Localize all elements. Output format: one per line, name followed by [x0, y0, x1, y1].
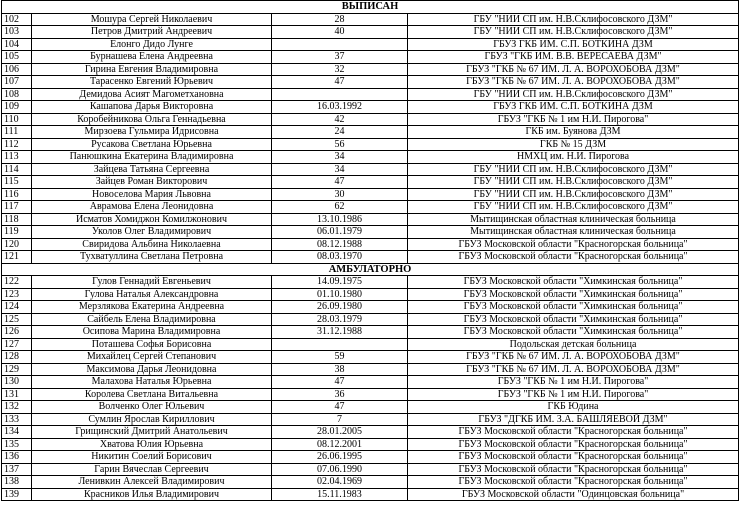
- row-number: 127: [2, 338, 32, 351]
- hospital-name: ГБУЗ Московской области "Химкинская больница": [408, 313, 739, 326]
- patient-name: Осипова Марина Владимировна: [32, 326, 272, 339]
- table-row: [2, 276, 739, 289]
- patient-age-or-birthdate: 59: [272, 351, 408, 364]
- table-row: [2, 413, 739, 426]
- patient-age-or-birthdate: 40: [272, 26, 408, 39]
- row-number: 123: [2, 288, 32, 301]
- patient-name: Кашапова Дарья Викторовна: [32, 101, 272, 114]
- patient-age-or-birthdate: 38: [272, 363, 408, 376]
- patient-age-or-birthdate: 34: [272, 163, 408, 176]
- row-number: 126: [2, 326, 32, 339]
- hospital-name: ГБУЗ "ГКБ № 1 им Н.И. Пирогова": [408, 113, 739, 126]
- patient-age-or-birthdate: 47: [272, 76, 408, 89]
- row-number: 112: [2, 138, 32, 151]
- hospital-name: ГКБ Юдина: [408, 401, 739, 414]
- patient-name: Уколов Олег Владимирович: [32, 226, 272, 239]
- row-number: 108: [2, 88, 32, 101]
- table-row: [2, 351, 739, 364]
- row-number: 109: [2, 101, 32, 114]
- section-title: АМБУЛАТОРНО: [2, 263, 739, 276]
- row-number: 117: [2, 201, 32, 214]
- hospital-name: ГБУЗ Московской области "Одинцовская больница": [408, 488, 739, 501]
- hospital-name: ГБУ "НИИ СП им. Н.В.Склифосовского ДЗМ": [408, 201, 739, 214]
- patient-age-or-birthdate: [272, 338, 408, 351]
- patient-name: Бурнашева Елена Андреевна: [32, 51, 272, 64]
- patient-age-or-birthdate: 24: [272, 126, 408, 139]
- patient-name: Малахова Наталья Юрьевна: [32, 376, 272, 389]
- row-number: 105: [2, 51, 32, 64]
- hospital-name: ГБУ "НИИ СП им. Н.В.Склифосовского ДЗМ": [408, 163, 739, 176]
- hospital-name: ГБУЗ ГКБ ИМ. С.П. БОТКИНА ДЗМ: [408, 101, 739, 114]
- patient-age-or-birthdate: 08.12.1988: [272, 238, 408, 251]
- row-number: 124: [2, 301, 32, 314]
- hospital-name: ГБУЗ Московской области "Красногорская больница": [408, 463, 739, 476]
- row-number: 119: [2, 226, 32, 239]
- patient-name: Сайбель Елена Владимировна: [32, 313, 272, 326]
- hospital-name: ГБУЗ Московской области "Красногорская больница": [408, 451, 739, 464]
- table-row: [2, 38, 739, 51]
- hospital-name: ГБУЗ Московской области "Химкинская больница": [408, 301, 739, 314]
- row-number: 128: [2, 351, 32, 364]
- hospital-name: Подольская детская больница: [408, 338, 739, 351]
- table-row: [2, 101, 739, 114]
- patient-name: Панюшкина Екатерина Владимировна: [32, 151, 272, 164]
- table-row: [2, 76, 739, 89]
- hospital-name: ГБУЗ Московской области "Химкинская больница": [408, 276, 739, 289]
- patient-name: Волченко Олег Юльевич: [32, 401, 272, 414]
- patient-age-or-birthdate: 08.12.2001: [272, 438, 408, 451]
- hospital-name: ГБУЗ "ГКБ № 67 ИМ. Л. А. ВОРОХОБОВА ДЗМ": [408, 63, 739, 76]
- hospital-name: Мытищинская областная клиническая больница: [408, 226, 739, 239]
- row-number: 134: [2, 426, 32, 439]
- row-number: 102: [2, 13, 32, 26]
- section-header-row: [2, 263, 739, 276]
- patient-name: Мирзоева Гульмира Идрисовна: [32, 126, 272, 139]
- patient-name: Зайцев Роман Викторович: [32, 176, 272, 189]
- patient-name: Поташева Софья Борисовна: [32, 338, 272, 351]
- patient-name: Свиридова Альбина Николаевна: [32, 238, 272, 251]
- patient-age-or-birthdate: 26.06.1995: [272, 451, 408, 464]
- table-row: [2, 201, 739, 214]
- patient-name: Исматов Хомиджон Комилжонович: [32, 213, 272, 226]
- table-row: [2, 326, 739, 339]
- patient-name: Грищинский Дмитрий Анатольевич: [32, 426, 272, 439]
- hospital-name: ГБУЗ "ДГКБ ИМ. З.А. БАШЛЯЕВОЙ ДЗМ": [408, 413, 739, 426]
- row-number: 136: [2, 451, 32, 464]
- row-number: 111: [2, 126, 32, 139]
- hospital-name: ГКБ № 15 ДЗМ: [408, 138, 739, 151]
- patient-age-or-birthdate: 26.09.1980: [272, 301, 408, 314]
- row-number: 121: [2, 251, 32, 264]
- patient-name: Мошура Сергей Николаевич: [32, 13, 272, 26]
- row-number: 107: [2, 76, 32, 89]
- table-row: [2, 363, 739, 376]
- table-row: [2, 451, 739, 464]
- patient-name: Тухватуллина Светлана Петровна: [32, 251, 272, 264]
- section-header-row: [2, 1, 739, 14]
- patient-name: Ленивкин Алексей Владимирович: [32, 476, 272, 489]
- patient-name: Новоселова Мария Львовна: [32, 188, 272, 201]
- patient-age-or-birthdate: 36: [272, 388, 408, 401]
- patient-age-or-birthdate: 02.04.1969: [272, 476, 408, 489]
- hospital-name: ГБУЗ Московской области "Красногорская больница": [408, 251, 739, 264]
- row-number: 131: [2, 388, 32, 401]
- table-row: [2, 176, 739, 189]
- row-number: 130: [2, 376, 32, 389]
- patient-age-or-birthdate: 13.10.1986: [272, 213, 408, 226]
- patient-name: Никитин Соелий Борисович: [32, 451, 272, 464]
- patient-name: Сумлин Ярослав Кириллович: [32, 413, 272, 426]
- hospital-name: Мытищинская областная клиническая больница: [408, 213, 739, 226]
- patient-table: [1, 0, 739, 501]
- table-row: [2, 488, 739, 501]
- patient-age-or-birthdate: 47: [272, 176, 408, 189]
- row-number: 116: [2, 188, 32, 201]
- patient-name: Хватова Юлия Юрьевна: [32, 438, 272, 451]
- patient-name: Русакова Светлана Юрьевна: [32, 138, 272, 151]
- hospital-name: ГБУЗ Московской области "Красногорская больница": [408, 426, 739, 439]
- hospital-name: ГБУ "НИИ СП им. Н.В.Склифосовского ДЗМ": [408, 188, 739, 201]
- patient-name: Михайлец Сергей Степанович: [32, 351, 272, 364]
- row-number: 129: [2, 363, 32, 376]
- patient-name: Гирина Евгения Владимировна: [32, 63, 272, 76]
- row-number: 115: [2, 176, 32, 189]
- patient-age-or-birthdate: 28: [272, 13, 408, 26]
- hospital-name: ГБУЗ Московской области "Химкинская больница": [408, 326, 739, 339]
- hospital-name: ГБУЗ "ГКБ № 1 им Н.И. Пирогова": [408, 388, 739, 401]
- patient-age-or-birthdate: 28.03.1979: [272, 313, 408, 326]
- section-title: ВЫПИСАН: [2, 1, 739, 14]
- table-row: [2, 113, 739, 126]
- patient-name: Тарасенко Евгений Юрьевич: [32, 76, 272, 89]
- patient-table-body: [2, 1, 739, 501]
- patient-name: Красников Илья Владимирович: [32, 488, 272, 501]
- patient-name: Демидова Асият Магометхановна: [32, 88, 272, 101]
- row-number: 106: [2, 63, 32, 76]
- hospital-name: ГБУЗ "ГКБ ИМ. В.В. ВЕРЕСАЕВА ДЗМ": [408, 51, 739, 64]
- patient-name: Максимова Дарья Леонидовна: [32, 363, 272, 376]
- hospital-name: ГБУЗ "ГКБ № 67 ИМ. Л. А. ВОРОХОБОВА ДЗМ": [408, 76, 739, 89]
- hospital-name: ГБУ "НИИ СП им. Н.В.Склифосовского ДЗМ": [408, 88, 739, 101]
- hospital-name: ГБУЗ Московской области "Красногорская больница": [408, 476, 739, 489]
- patient-name: Зайцева Татьяна Сергеевна: [32, 163, 272, 176]
- table-row: [2, 213, 739, 226]
- patient-age-or-birthdate: 14.09.1975: [272, 276, 408, 289]
- table-row: [2, 288, 739, 301]
- table-row: [2, 126, 739, 139]
- patient-name: Гулов Геннадий Евгеньевич: [32, 276, 272, 289]
- table-row: [2, 188, 739, 201]
- table-row: [2, 13, 739, 26]
- patient-name: Мерзлякова Екатерина Андреевна: [32, 301, 272, 314]
- hospital-name: ГБУЗ Московской области "Красногорская больница": [408, 438, 739, 451]
- patient-age-or-birthdate: 62: [272, 201, 408, 214]
- hospital-name: ГБУЗ "ГКБ № 67 ИМ. Л. А. ВОРОХОБОВА ДЗМ": [408, 363, 739, 376]
- patient-age-or-birthdate: 47: [272, 376, 408, 389]
- row-number: 132: [2, 401, 32, 414]
- table-row: [2, 313, 739, 326]
- table-row: [2, 88, 739, 101]
- patient-age-or-birthdate: 31.12.1988: [272, 326, 408, 339]
- patient-name: Гарин Вячеслав Сергеевич: [32, 463, 272, 476]
- patient-age-or-birthdate: 30: [272, 188, 408, 201]
- patient-age-or-birthdate: 56: [272, 138, 408, 151]
- row-number: 135: [2, 438, 32, 451]
- hospital-name: ГБУ "НИИ СП им. Н.В.Склифосовского ДЗМ": [408, 13, 739, 26]
- patient-age-or-birthdate: 07.06.1990: [272, 463, 408, 476]
- hospital-name: ГБУЗ ГКБ ИМ. С.П. БОТКИНА ДЗМ: [408, 38, 739, 51]
- patient-age-or-birthdate: [272, 38, 408, 51]
- patient-name: Аврамова Елена Леонидовна: [32, 201, 272, 214]
- patient-age-or-birthdate: 06.01.1979: [272, 226, 408, 239]
- row-number: 113: [2, 151, 32, 164]
- table-row: [2, 426, 739, 439]
- table-row: [2, 463, 739, 476]
- table-row: [2, 388, 739, 401]
- row-number: 138: [2, 476, 32, 489]
- row-number: 133: [2, 413, 32, 426]
- table-row: [2, 138, 739, 151]
- table-row: [2, 238, 739, 251]
- hospital-name: ГБУ "НИИ СП им. Н.В.Склифосовского ДЗМ": [408, 176, 739, 189]
- row-number: 114: [2, 163, 32, 176]
- patient-name: Королева Светлана Витальевна: [32, 388, 272, 401]
- hospital-name: ГБУЗ "ГКБ № 1 им Н.И. Пирогова": [408, 376, 739, 389]
- table-row: [2, 51, 739, 64]
- patient-name: Елонго Дидо Лунге: [32, 38, 272, 51]
- patient-name: Петров Дмитрий Андреевич: [32, 26, 272, 39]
- row-number: 137: [2, 463, 32, 476]
- patient-age-or-birthdate: [272, 88, 408, 101]
- row-number: 120: [2, 238, 32, 251]
- table-row: [2, 338, 739, 351]
- patient-name: Гулова Наталья Александровна: [32, 288, 272, 301]
- table-row: [2, 226, 739, 239]
- patient-age-or-birthdate: 15.11.1983: [272, 488, 408, 501]
- row-number: 103: [2, 26, 32, 39]
- hospital-name: ГБУЗ Московской области "Химкинская больница": [408, 288, 739, 301]
- patient-age-or-birthdate: 16.03.1992: [272, 101, 408, 114]
- row-number: 139: [2, 488, 32, 501]
- table-row: [2, 251, 739, 264]
- patient-age-or-birthdate: 37: [272, 51, 408, 64]
- table-row: [2, 438, 739, 451]
- hospital-name: ГБУ "НИИ СП им. Н.В.Склифосовского ДЗМ": [408, 26, 739, 39]
- patient-age-or-birthdate: 7: [272, 413, 408, 426]
- patient-age-or-birthdate: 47: [272, 401, 408, 414]
- patient-age-or-birthdate: 34: [272, 151, 408, 164]
- table-row: [2, 301, 739, 314]
- patient-age-or-birthdate: 42: [272, 113, 408, 126]
- row-number: 122: [2, 276, 32, 289]
- patient-age-or-birthdate: 32: [272, 63, 408, 76]
- table-row: [2, 151, 739, 164]
- row-number: 118: [2, 213, 32, 226]
- hospital-name: ГКБ им. Буянова ДЗМ: [408, 126, 739, 139]
- table-row: [2, 26, 739, 39]
- patient-age-or-birthdate: 28.01.2005: [272, 426, 408, 439]
- table-row: [2, 476, 739, 489]
- table-row: [2, 63, 739, 76]
- hospital-name: ГБУЗ "ГКБ № 67 ИМ. Л. А. ВОРОХОБОВА ДЗМ": [408, 351, 739, 364]
- patient-age-or-birthdate: 08.03.1970: [272, 251, 408, 264]
- row-number: 110: [2, 113, 32, 126]
- row-number: 125: [2, 313, 32, 326]
- table-row: [2, 401, 739, 414]
- table-row: [2, 163, 739, 176]
- patient-age-or-birthdate: 01.10.1980: [272, 288, 408, 301]
- table-row: [2, 376, 739, 389]
- hospital-name: ГБУЗ Московской области "Красногорская больница": [408, 238, 739, 251]
- patient-name: Коробейникова Ольга Геннадьевна: [32, 113, 272, 126]
- row-number: 104: [2, 38, 32, 51]
- hospital-name: НМХЦ им. Н.И. Пирогова: [408, 151, 739, 164]
